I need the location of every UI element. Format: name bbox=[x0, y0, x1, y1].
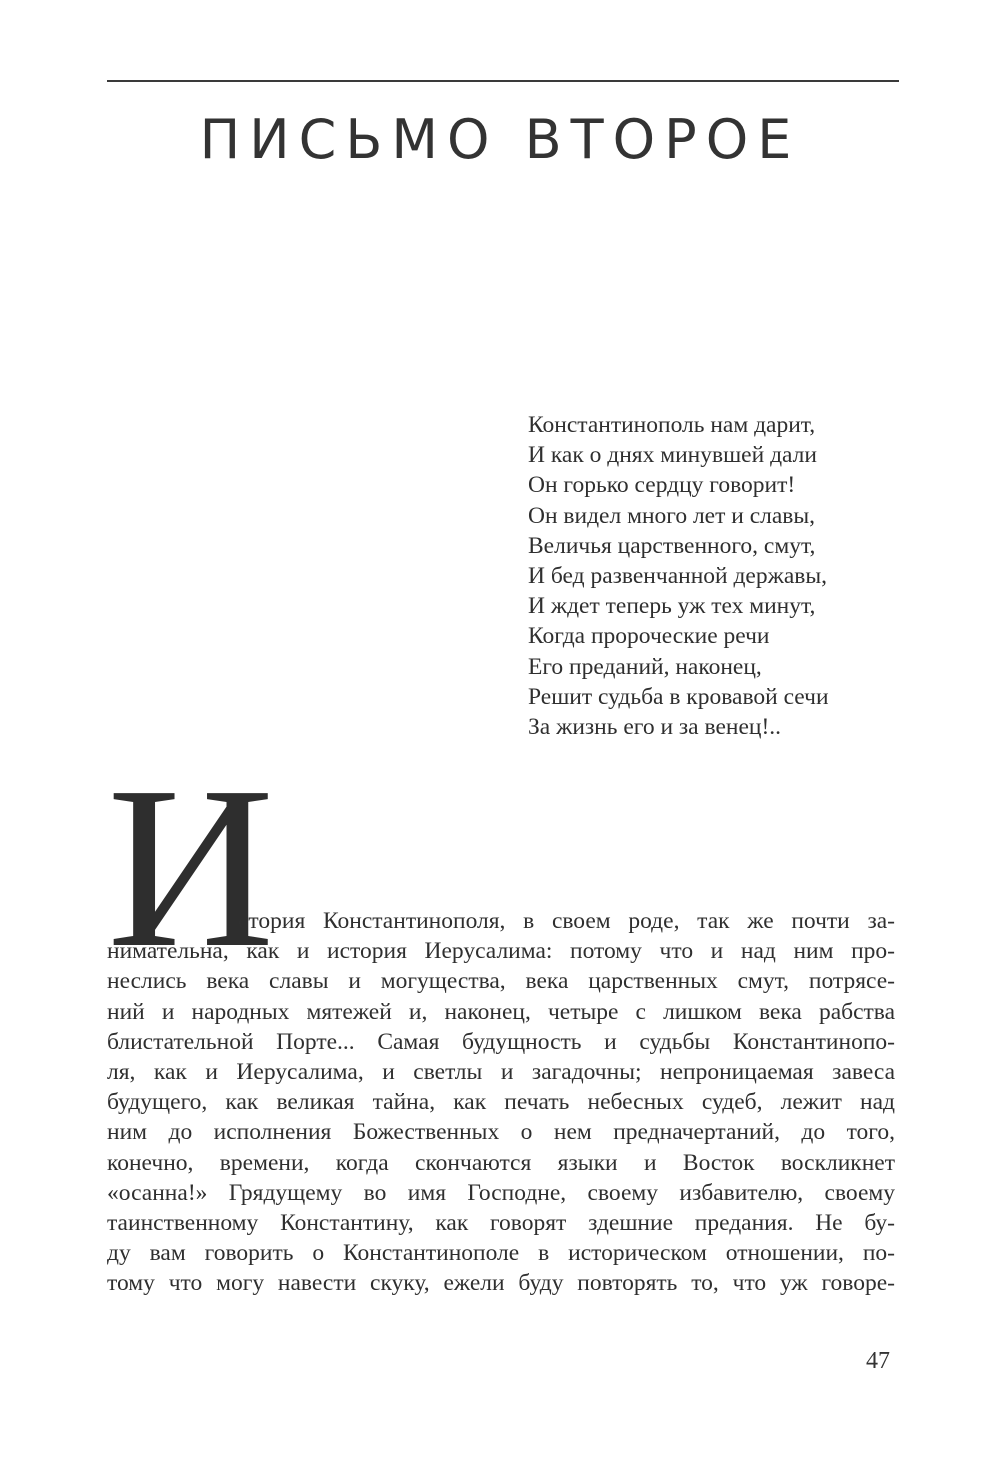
epigraph-line: Его преданий, наконец, bbox=[528, 653, 762, 680]
body-line-text: ний и народных мятежей и, наконец, четыре с лишком века рабства bbox=[107, 999, 895, 1025]
body-line-text: неслись века славы и могущества, века царственных смут, потрясе- bbox=[107, 968, 895, 994]
epigraph-line: Величья царственного, смут, bbox=[528, 532, 816, 559]
epigraph-line: Он горько сердцу говорит! bbox=[528, 472, 796, 499]
body-line-text: блистательной Порте... Самая будущность и судьбы Константинопо- bbox=[107, 1029, 895, 1055]
body-line bbox=[107, 1027, 895, 1057]
chapter-title: ПИСЬМО ВТОРОЕ bbox=[199, 108, 801, 171]
epigraph-line: Он видел много лет и славы, bbox=[528, 502, 816, 529]
body-line-text: ду вам говорить о Константинополе в историческом отношении, по- bbox=[107, 1240, 895, 1266]
body-line bbox=[107, 997, 895, 1027]
body-line-text: «осанна!» Грядущему во имя Господне, своему избавителю, своему bbox=[107, 1180, 895, 1206]
body-line-text: ля, как и Иерусалима, и светлы и загадочны; непроницаемая завеса bbox=[107, 1059, 895, 1085]
page-number: 47 bbox=[866, 1348, 890, 1374]
epigraph-line: И ждет теперь уж тех минут, bbox=[528, 593, 816, 620]
body-line bbox=[107, 1148, 895, 1178]
body-line bbox=[107, 1268, 895, 1298]
body-line-text: таинственному Константину, как говорят здешние предания. Не бу- bbox=[107, 1210, 895, 1236]
body-line-text: нимательна, как и история Иерусалима: потому что и над ним про- bbox=[107, 938, 895, 964]
epigraph bbox=[528, 410, 829, 742]
body-line bbox=[107, 936, 895, 966]
body-line-text: тому что могу навести скуку, ежели буду повторять то, что уж говоре- bbox=[107, 1270, 895, 1296]
body-line bbox=[107, 1238, 895, 1268]
body-line bbox=[107, 1087, 895, 1117]
body-line bbox=[107, 1057, 895, 1087]
body-line bbox=[107, 966, 895, 996]
header-rule bbox=[107, 80, 899, 82]
epigraph-line: И как о днях минувшей дали bbox=[528, 442, 817, 469]
body-line bbox=[107, 1117, 895, 1147]
drop-cap-letter: И bbox=[107, 739, 275, 996]
body-line-text: будущего, как великая тайна, как печать небесных судеб, лежит над bbox=[107, 1089, 895, 1115]
epigraph-line: И бед развенчанной державы, bbox=[528, 563, 828, 590]
epigraph-line: Константинополь нам дарит, bbox=[528, 412, 816, 438]
body-line-text: ним до исполнения Божественных о нем предначертаний, до того, bbox=[107, 1119, 895, 1145]
body-line bbox=[107, 1208, 895, 1238]
epigraph-line: Решит судьба в кровавой сечи bbox=[528, 683, 829, 710]
epigraph-line: За жизнь его и за венец!.. bbox=[528, 714, 782, 741]
body-first-line: стория Константинополя, в своем роде, так же почти за- bbox=[238, 908, 895, 934]
body-line-text: конечно, времени, когда скончаются языки и Восток воскликнет bbox=[107, 1150, 895, 1176]
body-line bbox=[107, 1178, 895, 1208]
epigraph-line: Когда пророческие речи bbox=[528, 623, 770, 650]
